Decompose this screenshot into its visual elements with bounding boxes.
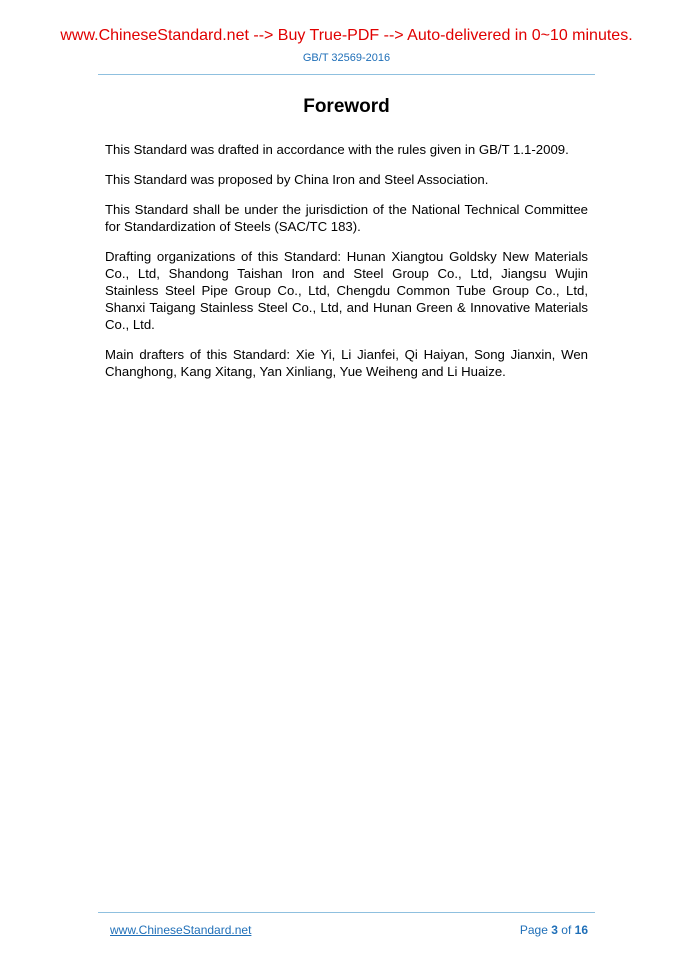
paragraph-drafting-rules: This Standard was drafted in accordance with the rules given in GB/T 1.1-2009. xyxy=(105,142,569,157)
footer-divider xyxy=(98,912,595,913)
page-total: 16 xyxy=(574,923,588,937)
page-indicator xyxy=(520,923,588,937)
page-label: Page xyxy=(519,923,548,937)
promo-banner-link[interactable]: www.ChineseStandard.net --> Buy True-PDF --> Auto-delivered in 0~10 minutes. xyxy=(60,27,633,44)
standard-code: GB/T 32569-2016 xyxy=(302,52,391,64)
footer-website-link[interactable]: www.ChineseStandard.net xyxy=(110,923,252,937)
header-divider xyxy=(98,74,595,75)
page-title: Foreword xyxy=(303,96,390,117)
foreword-body xyxy=(105,141,588,393)
paragraph-drafting-organizations: Drafting organizations of this Standard: Hunan Xiangtou Goldsky New Materials Co., Ltd, Shandong Taishan Iron and Steel Group Co., Ltd, Jiangsu Wujin Stainless Steel Pipe Group Co., Ltd, Chengdu Common Tube Group Co., Ltd, Shanxi Taigang Stainless Steel Co., Ltd, and Hunan Green & Innovative Materials Co., Ltd. xyxy=(105,249,588,332)
page-of: of xyxy=(561,923,572,937)
paragraph-jurisdiction: This Standard shall be under the jurisdiction of the National Technical Committee for Standardization of Steels (SAC/TC 183). xyxy=(105,202,588,234)
paragraph-proposer: This Standard was proposed by China Iron and Steel Association. xyxy=(105,172,489,187)
page-current: 3 xyxy=(551,923,558,937)
paragraph-main-drafters: Main drafters of this Standard: Xie Yi, Li Jianfei, Qi Haiyan, Song Jianxin, Wen Changhong, Kang Xitang, Yan Xinliang, Yue Weiheng and Li Huaize. xyxy=(105,347,588,379)
